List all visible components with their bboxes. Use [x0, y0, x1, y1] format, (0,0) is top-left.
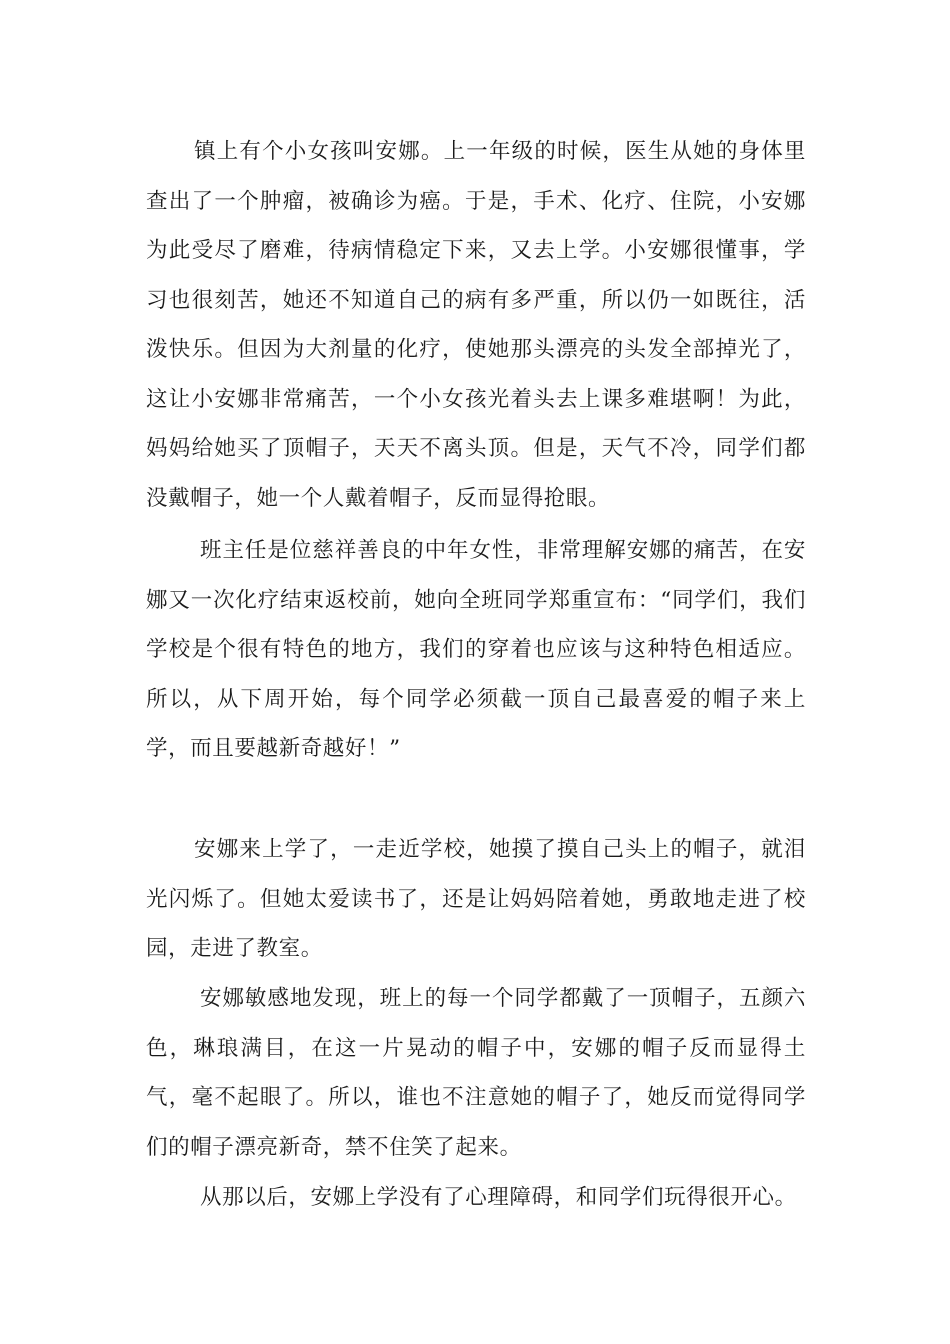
paragraph-2: 班主任是位慈祥善良的中年女性，非常理解安娜的痛苦，在安娜又一次化疗结束返校前，她向全班同学郑重宣布：“同学们，我们学校是个很有特色的地方，我们的穿着也应该与这种特色相适应。所以，从下周开始，每个同学必须截一顶自己最喜爱的帽子来上学，而且要越新奇越好！” [146, 538, 806, 761]
paragraph-5: 从那以后，安娜上学没有了心理障碍，和同学们玩得很开心。 [200, 1185, 797, 1210]
paragraph-4: 安娜敏感地发现，班上的每一个同学都戴了一顶帽子，五颜六色，琳琅满目，在这一片晃动的帽子中，安娜的帽子反而显得土气，毫不起眼了。所以，谁也不注意她的帽子了，她反而觉得同学们的帽子漂亮新奇，禁不住笑了起来。 [146, 986, 806, 1160]
paragraph-3: 安娜来上学了，一走近学校，她摸了摸自己头上的帽子，就泪光闪烁了。但她太爱读书了，还是让妈妈陪着她，勇敢地走进了校园，走进了教室。 [146, 837, 806, 961]
paragraph-1: 镇上有个小女孩叫安娜。上一年级的时候，医生从她的身体里查出了一个肿瘤，被确诊为癌。于是，手术、化疗、住院，小安娜为此受尽了磨难，待病情稳定下来，又去上学。小安娜很懂事，学习也很刻苦，她还不知道自己的病有多严重，所以仍一如既往，活泼快乐。但因为大剂量的化疗，使她那头漂亮的头发全部掉光了，这让小安娜非常痛苦，一个小女孩光着头去上课多难堪啊！为此，妈妈给她买了顶帽子，天天不离头顶。但是，天气不冷，同学们都没戴帽子，她一个人戴着帽子，反而显得抢眼。 [146, 139, 806, 511]
